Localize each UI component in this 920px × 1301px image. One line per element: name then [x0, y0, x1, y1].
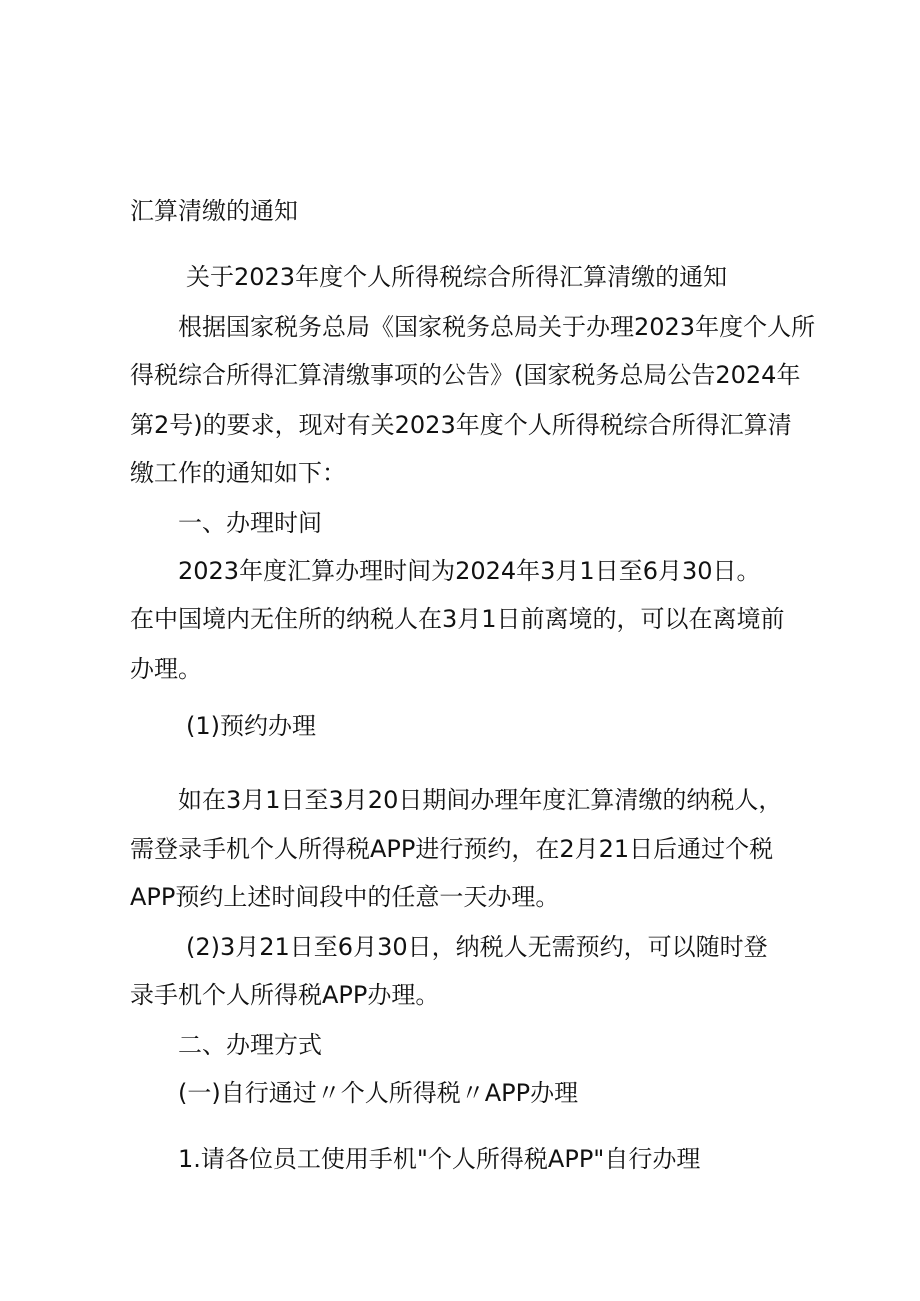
section2-heading: 二、办理方式: [178, 1031, 322, 1059]
intro-line: 缴工作的通知如下：: [130, 459, 346, 487]
section1-line: 2023年度汇算办理时间为2024年3月1日至6月30日。: [178, 557, 761, 585]
section2-item: 1.请各位员工使用手机"个人所得税APP"自行办理: [178, 1145, 701, 1173]
sub2-line: 录手机个人所得税APP办理。: [130, 981, 440, 1009]
sub2-line: (2)3月21日至6月30日，纳税人无需预约，可以随时登: [186, 933, 768, 961]
sub1-line: 如在3月1日至3月20日期间办理年度汇算清缴的纳税人，: [178, 786, 783, 814]
section2-sub-heading: (一)自行通过〃个人所得税〃APP办理: [178, 1079, 579, 1107]
sub1-line: APP预约上述时间段中的任意一天办理。: [130, 883, 560, 911]
intro-line: 第2号)的要求，现对有关2023年度个人所得税综合所得汇算清: [130, 411, 792, 439]
sub1-line: 需登录手机个人所得税APP进行预约，在2月21日后通过个税: [130, 835, 774, 863]
sub1-heading: (1)预约办理: [186, 712, 316, 740]
document-title: 关于2023年度个人所得税综合所得汇算清缴的通知: [186, 263, 728, 291]
section1-line: 在中国境内无住所的纳税人在3月1日前离境的，可以在离境前: [130, 605, 785, 633]
document-header: 汇算清缴的通知: [130, 197, 298, 225]
intro-line: 得税综合所得汇算清缴事项的公告》(国家税务总局公告2024年: [130, 361, 801, 389]
section1-line: 办理。: [130, 655, 202, 683]
section1-heading: 一、办理时间: [178, 509, 322, 537]
intro-line: 根据国家税务总局《国家税务总局关于办理2023年度个人所: [178, 313, 816, 341]
